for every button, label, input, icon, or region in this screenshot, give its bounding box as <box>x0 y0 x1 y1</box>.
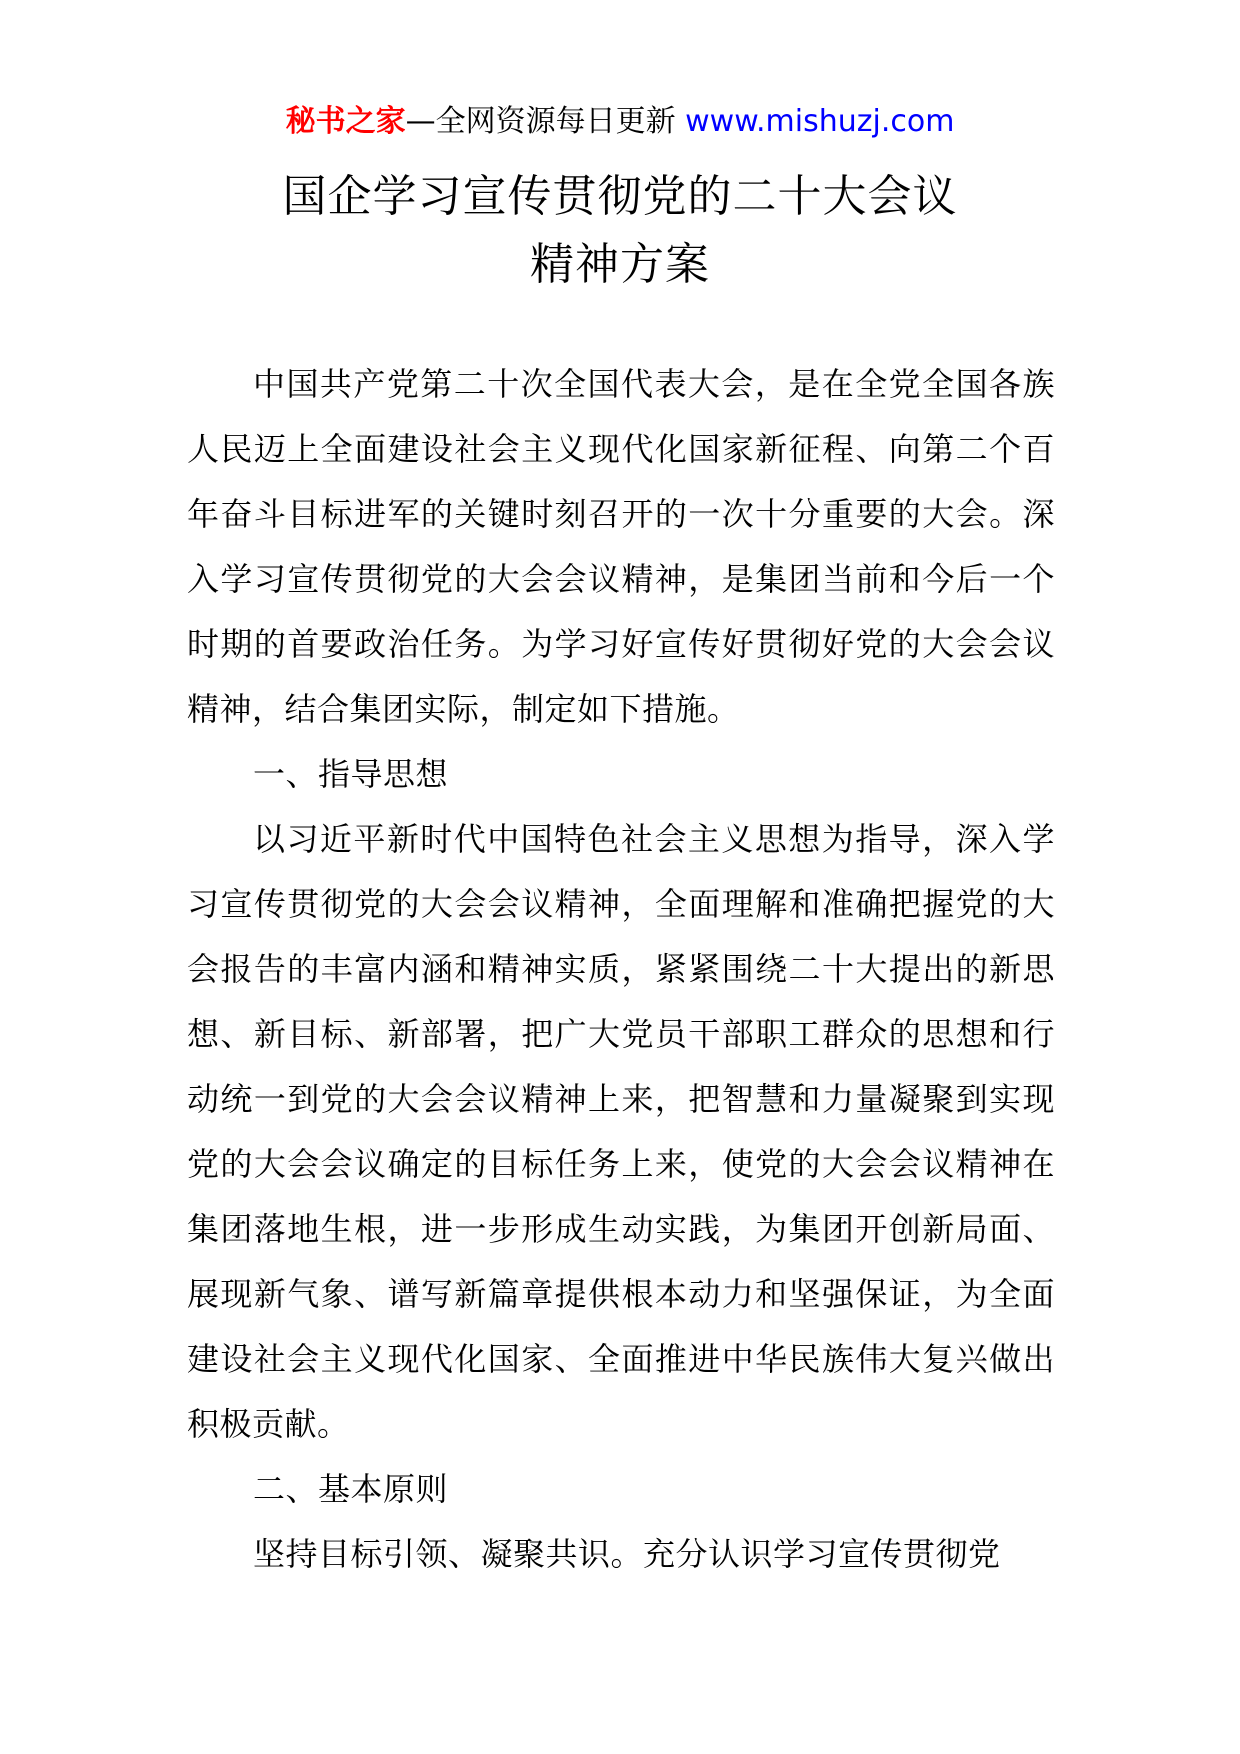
page-header <box>0 100 1240 144</box>
section-heading-guiding-ideology: 一、指导思想 <box>253 755 449 793</box>
document-body <box>187 352 1055 1587</box>
site-link[interactable]: www.mishuzj.com <box>685 104 955 139</box>
document-title-line-2: 精神方案 <box>530 239 710 290</box>
section-paragraph-basic-principles: 坚持目标引领、凝聚共识。充分认识学习宣传贯彻党 <box>253 1535 1001 1573</box>
document-title-line-1: 国企学习宣传贯彻党的二十大会议 <box>282 171 958 222</box>
section-paragraph-guiding-ideology: 以习近平新时代中国特色社会主义思想为指导，深入学习宣传贯彻党的大会会议精神，全面理解和准确把握党的大会报告的丰富内涵和精神实质，紧紧围绕二十大提出的新思想、新目标、新部署，把广大党员干部职工群众的思想和行动统一到党的大会会议精神上来，把智慧和力量凝聚到实现党的大会会议确定的目标任务上来，使党的大会会议精神在集团落地生根，进一步形成生动实践，为集团开创新局面、展现新气象、谱写新篇章提供根本动力和坚强保证，为全面建设社会主义现代化国家、全面推进中华民族伟大复兴做出积极贡献。 <box>187 820 1055 1443</box>
brand-name: 秘书之家 <box>285 104 406 139</box>
header-tagline: —全网资源每日更新 <box>405 104 676 139</box>
section-heading-basic-principles: 二、基本原则 <box>253 1470 449 1508</box>
intro-paragraph: 中国共产党第二十次全国代表大会，是在全党全国各族人民迈上全面建设社会主义现代化国家新征程、向第二个百年奋斗目标进军的关键时刻召开的一次十分重要的大会。深入学习宣传贯彻党的大会会议精神，是集团当前和今后一个时期的首要政治任务。为学习好宣传好贯彻好党的大会会议精神，结合集团实际，制定如下措施。 <box>187 365 1055 728</box>
